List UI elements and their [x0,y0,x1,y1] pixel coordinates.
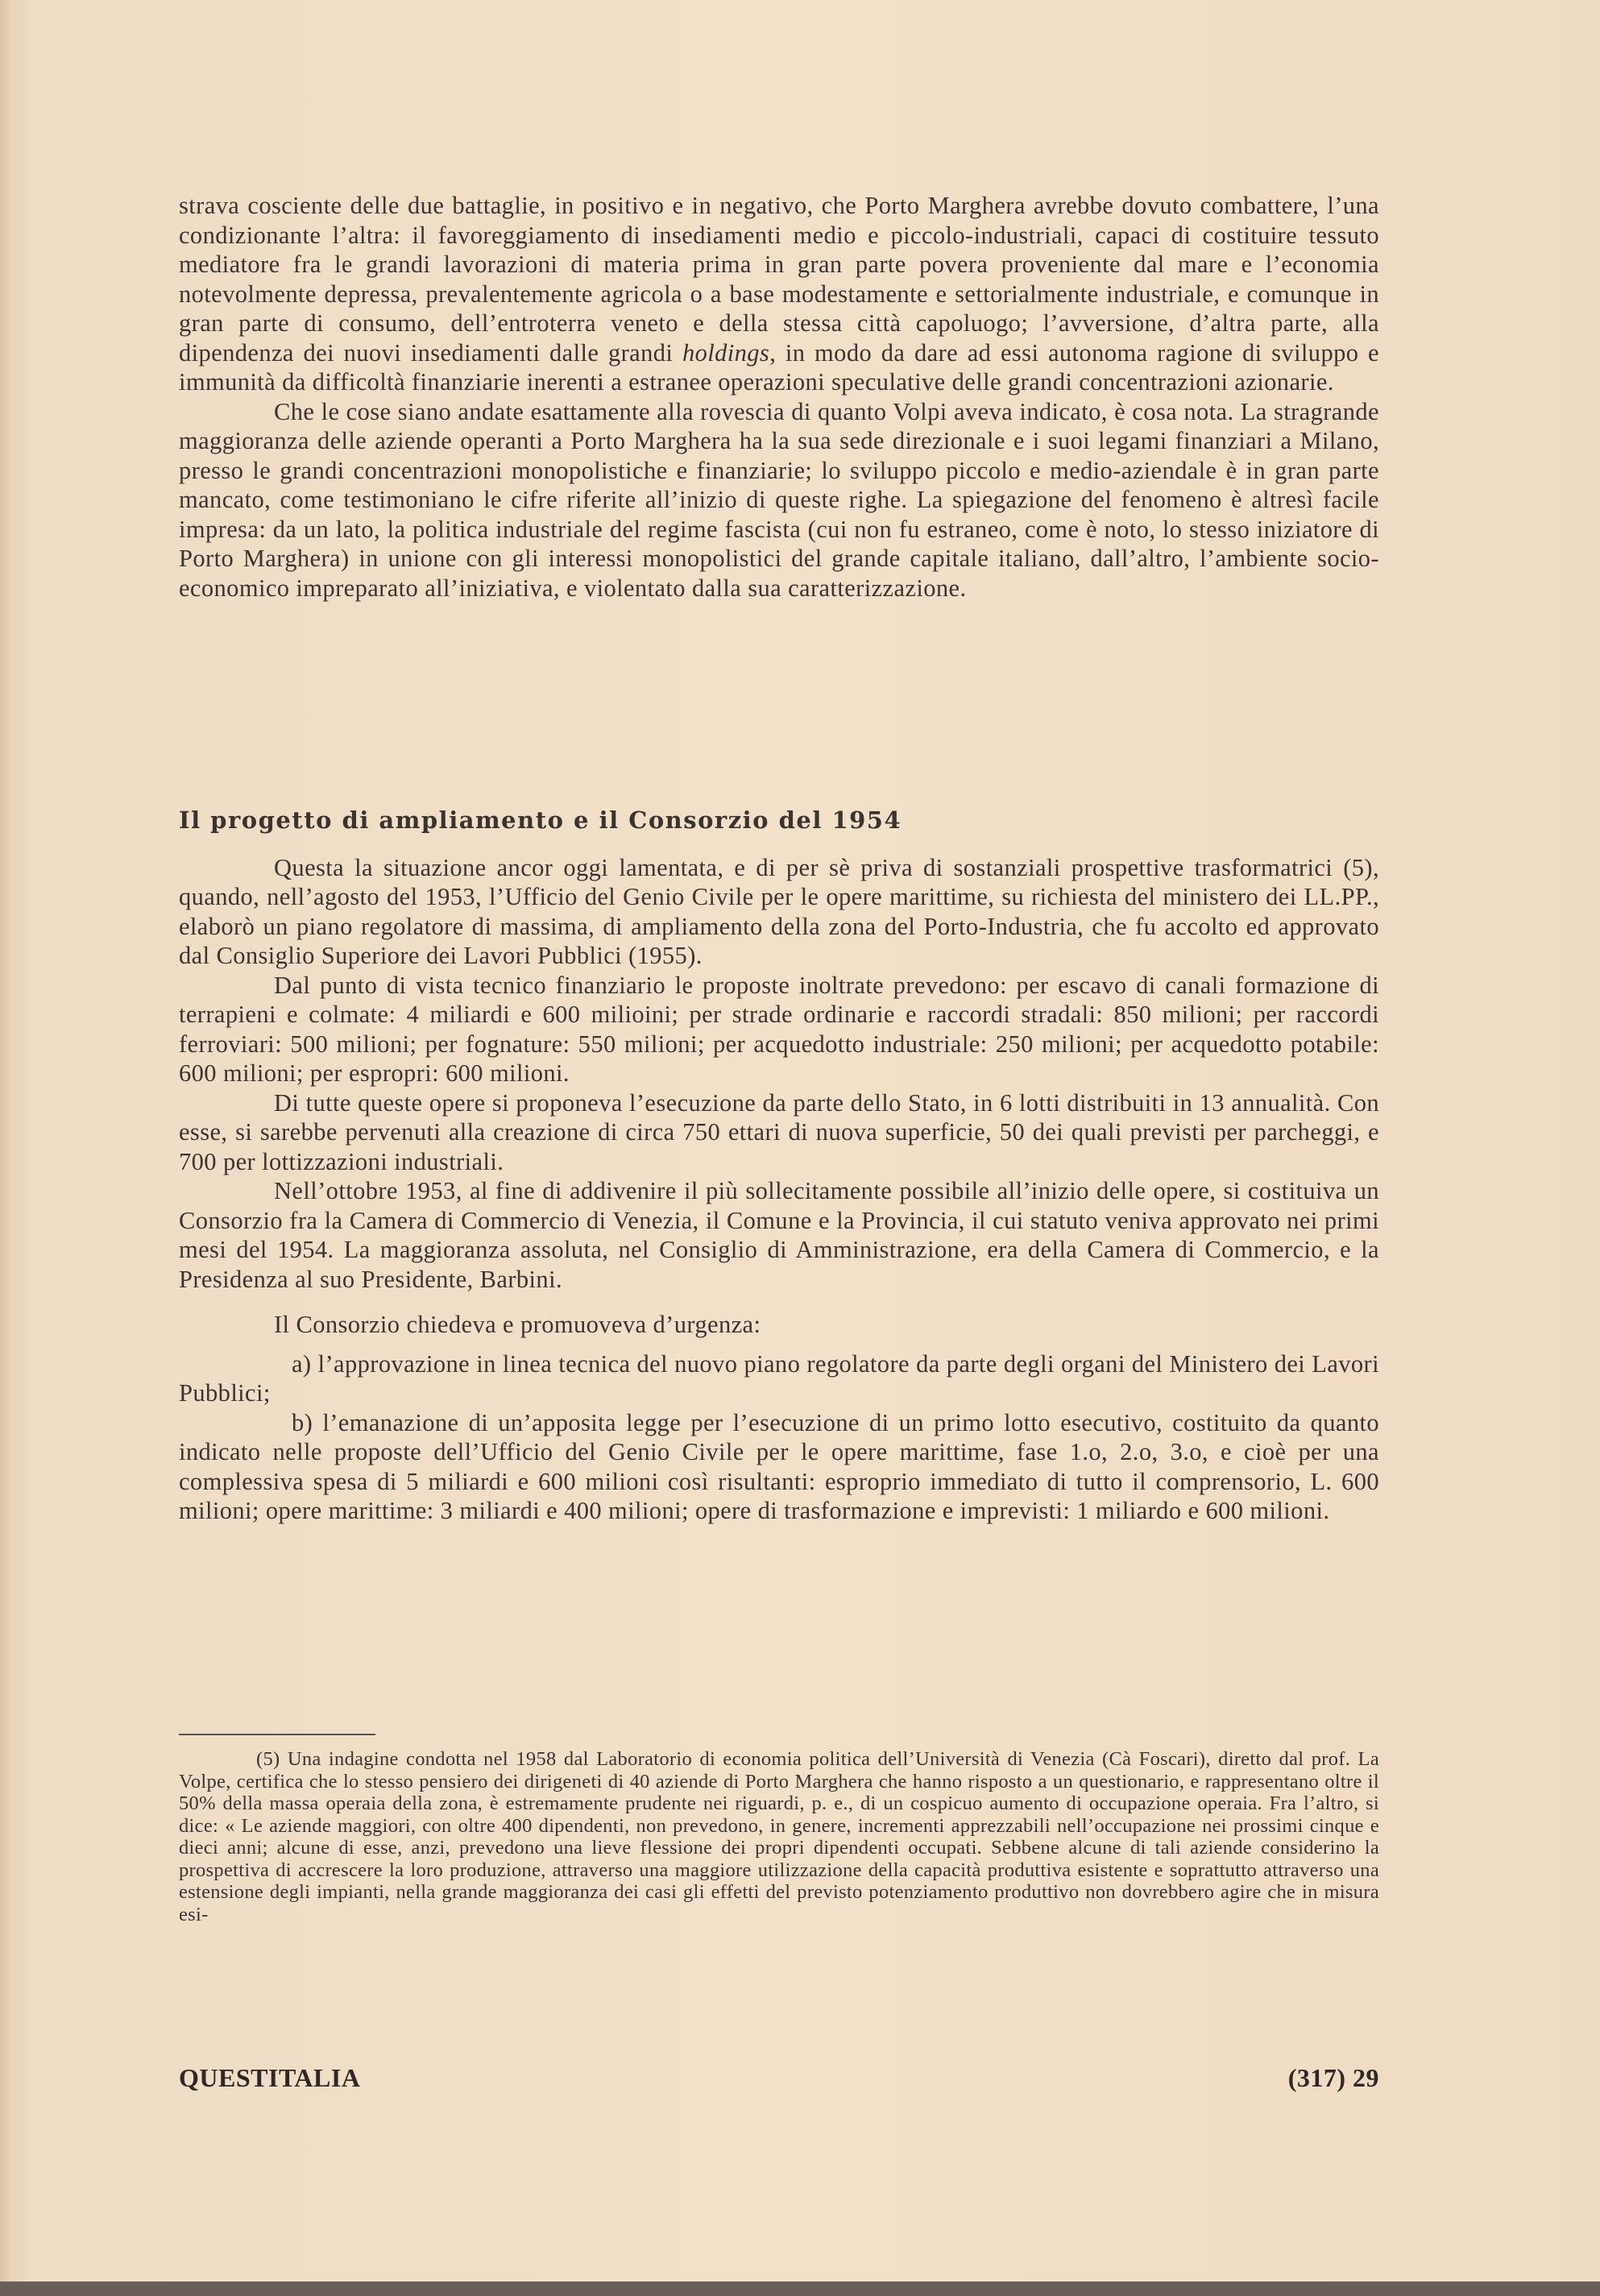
section-paragraph-2: Dal punto di vista tecnico finanziario le proposte inoltrate prevedono: per escavo di canali formazione di terrapieni e colmate: 4 miliardi e 600 milioini; per strade ordinarie e raccordi stradali: 850 milioni; per raccordi ferroviari: 500 milioni; per fognature: 550 milioni; per acquedotto industriale: 250 milioni; per acquedotto potabile: 600 milioni; per espropri: 600 milioni. [179,971,1379,1087]
list-item-b: b) l’emanazione di un’apposita legge per l’esecuzione di un primo lotto esecutivo, costituito da quanto indicato nelle proposte dell’Ufficio del Genio Civile per le opere marittime, fase 1.o, 2.o, 3.o, e cioè per una complessiva spesa di 5 miliardi e 600 milioni così risultanti: esproprio immediato di tutto il comprensorio, L. 600 milioni; opere marittime: 3 miliardi e 400 milioni; opere di trasformazione e imprevisti: 1 miliardo e 600 milioni. [179,1408,1379,1524]
footer-journal-title: QUESTITALIA [179,2063,361,2092]
list-item-a: a) l’approvazione in linea tecnica del nuovo piano regolatore da parte degli organi del Ministero dei Lavori Pubblici; [179,1349,1379,1407]
section-paragraph-1: Questa la situazione ancor oggi lamentata, e di per sè priva di sostanziali prospettive trasformatrici (5), quando, nell’agosto del 1953, l’Ufficio del Genio Civile per le opere marittime, su richiesta del ministero dei LL.PP., elaborò un piano regolatore di massima, di ampliamento della zona del Porto-Industria, che fu accolto ed approvato dal Consiglio Superiore dei Lavori Pubblici (1955). [179,853,1379,969]
list-intro: Il Consorzio chiedeva e promuoveva d’urgenza: [274,1311,761,1338]
section-consorzio [179,806,1379,1526]
page-bottom-edge [0,2281,1600,2296]
footer-page-number: (317) 29 [1287,2063,1379,2092]
body-text-top [179,191,1379,603]
footnote [179,1748,1379,1925]
footnote-divider [179,1734,375,1735]
footnote-5-text: (5) Una indagine condotta nel 1958 dal Laboratorio di economia politica dell’Università di Venezia (Cà Foscari), diretto dal prof. La Volpe, certifica che lo stesso pensiero dei dirigeneti di 40 aziende di Porto Marghera che hanno risposto a un questionario, e rappresentano oltre il 50% della massa operaia della zona, è estremamente prudente nei riguardi, p. e., di un cospicuo aumento di occupazione operaia. Fra l’altro, si dice: « Le aziende maggiori, con oltre 400 dipendenti, non prevedono, in genere, incrementi apprezzabili nell’occupazione nei prossimi cinque e dieci anni; alcune di esse, anzi, prevedono una lieve flessione dei propri dipendenti occupati. Sebbene alcune di tali aziende considerino la prospettiva di accrescere la loro produzione, attraverso una maggiore utilizzazione della capacità produttiva esistente e soprattutto attraverso una estensione degli impianti, nella grande maggioranza dei casi gli effetti del previsto potenziamento produttivo non dovrebbero agire che in misura esi- [179,1748,1379,1925]
section-paragraph-3: Di tutte queste opere si proponeva l’esecuzione da parte dello Stato, in 6 lotti distribuiti in 13 annualità. Con esse, si sarebbe pervenuti alla creazione di circa 750 ettari di nuova superficie, 50 dei quali previsti per parcheggi, e 700 per lottizzazioni industriali. [179,1088,1379,1175]
paragraph-2: Che le cose siano andate esattamente alla rovescia di quanto Volpi aveva indicato, è cosa nota. La stragrande maggioranza delle aziende operanti a Porto Marghera ha la sua sede direzionale e i suoi legami finanziari a Milano, presso le grandi concentrazioni monopolistiche e finanziarie; lo sviluppo piccolo e medio-aziendale è in gran parte mancato, come testimoniano le cifre riferite all’inizio di queste righe. La spiegazione del fenomeno è altresì facile impresa: da un lato, la politica industriale del regime fascista (cui non fu estraneo, come è noto, lo stesso iniziatore di Porto Marghera) in unione con gli interessi monopolistici del grande capitale italiano, dall’altro, l’ambiente socio-economico impreparato all’iniziativa, e violentato dalla sua caratterizzazione. [179,397,1379,602]
section-paragraph-4: Nell’ottobre 1953, al fine di addivenire il più sollecitamente possibile all’inizio delle opere, si costituiva un Consorzio fra la Camera di Commercio di Venezia, il Comune e la Provincia, il cui statuto veniva approvato nei primi mesi del 1954. La maggioranza assoluta, nel Consiglio di Amministrazione, era della Camera di Commercio, e la Presidenza al suo Presidente, Barbini. [179,1177,1379,1293]
paragraph-1 [179,191,1379,397]
section-heading: Il progetto di ampliamento e il Consorzio del 1954 [179,806,902,834]
page-spine-edge [0,0,11,2296]
paragraph-1-text: strava cosciente delle due battaglie, in positivo e in negativo, che Porto Marghera avrebbe dovuto combattere, l’una condizionante l’altra: il favoreggiamento di insediamenti medio e piccolo-industriali, capaci di costituire tessuto mediatore fra le grandi lavorazioni di materia prima in gran parte povera proveniente dal mare e l’economia notevolmente depressa, prevalentemente agricola o a base modestamente e settorialmente industriale, e comunque in gran parte di consumo, dell’entroterra veneto e della stessa città capoluogo; l’avversione, d’altra parte, alla dipendenza dei nuovi insediamenti dalle grandi [179,192,1379,367]
holdings-italic: holdings [682,338,770,367]
paragraph-1-end: , in modo da dare ad essi autonoma ragione di sviluppo e immunità da difficoltà finanziarie inerenti a estranee operazioni speculative delle grandi concentrazioni azionarie. [179,338,1379,396]
